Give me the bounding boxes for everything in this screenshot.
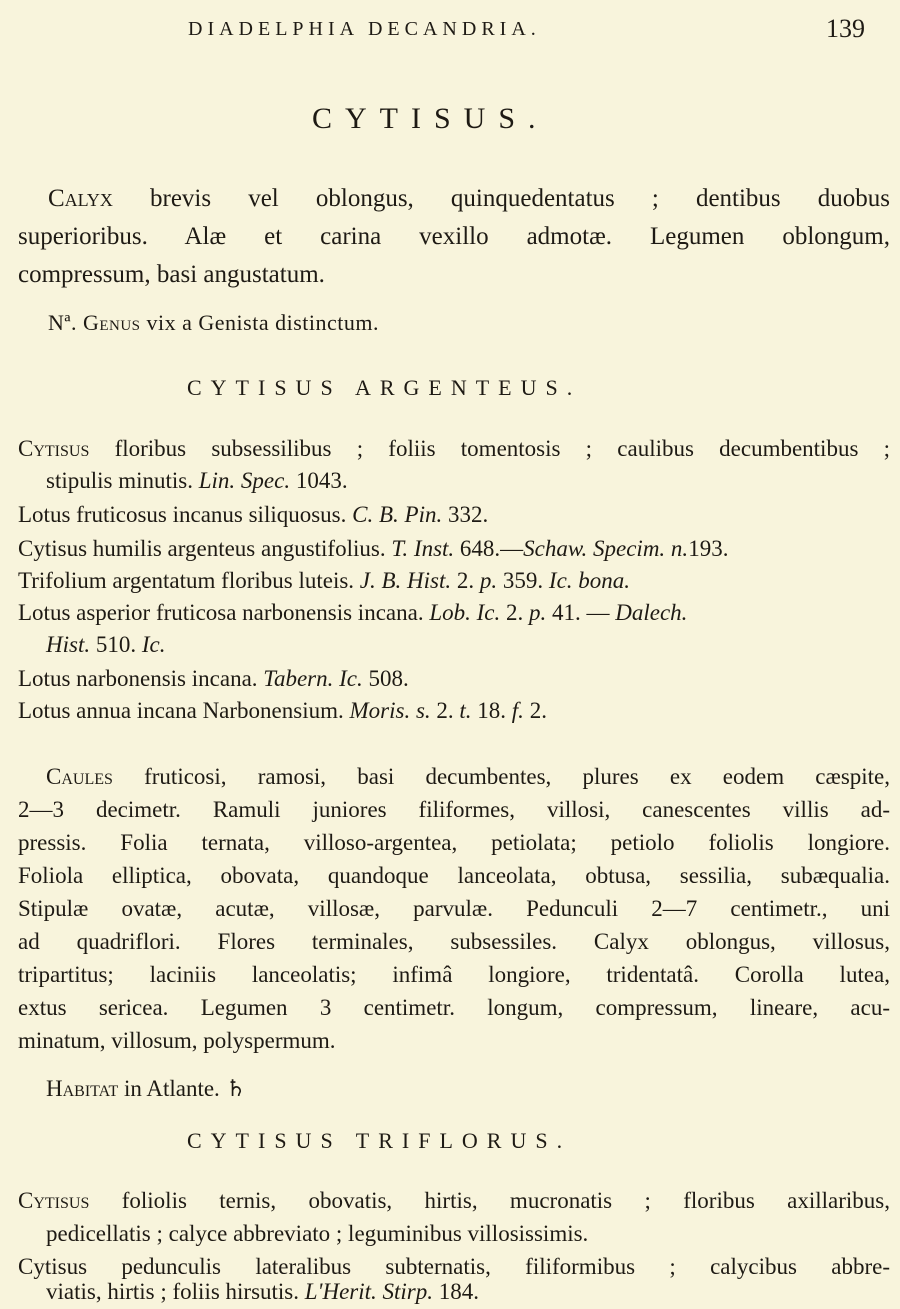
note-mark: Nª.: [48, 310, 77, 335]
citation: J. B. Hist.: [359, 568, 452, 593]
synonym-line-cont: [46, 466, 348, 496]
description-line: extus sericea. Legumen 3 centimetr. longum, compressum, lineare, acu-: [18, 995, 890, 1020]
citation-number: 1043.: [295, 468, 348, 493]
citation: Tabern. Ic.: [263, 666, 363, 691]
synonym-line-cont: [46, 1277, 479, 1307]
description-line: Foliola elliptica, obovata, quandoque lanceolata, obtusa, sessilia, subæqualia.: [18, 863, 890, 888]
description-line: pressis. Folia ternata, villoso-argentea, petiolata; petiolo foliolis longiore.: [18, 830, 890, 855]
synonym-line: [18, 598, 687, 628]
synonym-text: Lotus narbonensis incana.: [18, 666, 258, 691]
shrub-symbol-icon: ♄: [225, 1076, 247, 1101]
synonym-text: Trifolium argentatum floribus luteis.: [18, 568, 355, 593]
synonym-lead: Cytisus: [18, 1188, 90, 1213]
synonym-text: Lotus fruticosus incanus siliquosus.: [18, 502, 347, 527]
synonym-text: foliolis ternis, obovatis, hirtis, mucronatis ; floribus axillaribus,: [121, 1188, 891, 1213]
citation: Lob. Ic.: [429, 600, 501, 625]
habitat-text: in Atlante.: [123, 1076, 220, 1101]
running-head: DIADELPHIA DECANDRIA.: [188, 18, 541, 40]
citation-number: 510.: [95, 632, 137, 657]
synonym-lead: Cytisus: [18, 436, 90, 461]
note-lead: Genus: [82, 310, 141, 335]
citation: C. B. Pin.: [352, 502, 443, 527]
synonym-line: [18, 1186, 890, 1216]
citation-number: 332.: [447, 502, 489, 527]
citation-number: 2.: [456, 568, 475, 593]
citation: Ic.: [141, 632, 166, 657]
genus-description-text: brevis vel oblongus, quinquedentatus ; dentibus duobus: [150, 185, 891, 212]
description-line: ad quadriflori. Flores terminales, subsessiles. Calyx oblongus, villosus,: [18, 929, 890, 954]
description-lead: Caules: [46, 764, 113, 789]
synonym-line: [18, 434, 890, 464]
citation-number: 18.: [477, 698, 507, 723]
citation: Moris. s.: [349, 698, 431, 723]
description-text: fruticosi, ramosi, basi decumbentes, plures ex eodem cæspite,: [144, 764, 891, 789]
citation-number: 648.—: [459, 536, 524, 561]
citation: t.: [459, 698, 472, 723]
genus-title: CYTISUS.: [312, 102, 549, 135]
synonym-text: viatis, hirtis ; foliis hirsutis.: [46, 1279, 300, 1304]
citation: p.: [529, 600, 547, 625]
synonym-line: Cytisus pedunculis lateralibus subternatis, filiformibus ; calycibus abbre-: [18, 1254, 890, 1279]
synonym-text: Cytisus humilis argenteus angustifolius.: [18, 536, 386, 561]
genus-description-line: compressum, basi angustatum.: [18, 261, 325, 288]
habitat: [46, 1074, 246, 1104]
note-text: vix a Genista distinctum.: [146, 310, 379, 335]
synonym-line-cont: [46, 630, 165, 660]
citation-number: 2.: [436, 698, 454, 723]
synonym-line: [18, 500, 488, 530]
synonym-line: [18, 566, 630, 596]
synonym-text: stipulis minutis.: [46, 468, 193, 493]
synonym-line: [18, 696, 547, 726]
description-line: tripartitus; laciniis lanceolatis; infimâ longiore, tridentatâ. Corolla lutea,: [18, 962, 890, 987]
citation-number: 184.: [438, 1279, 480, 1304]
citation-number: 193.: [688, 536, 729, 561]
citation: Lin. Spec.: [198, 468, 291, 493]
synonym-line-cont: pedicellatis ; calyce abbreviato ; leguminibus villosissimis.: [46, 1221, 589, 1246]
synonym-line: [18, 664, 409, 694]
citation: Dalech.: [615, 600, 688, 625]
citation-number: 359.: [502, 568, 544, 593]
synonym-text: floribus subsessilibus ; foliis tomentosis ; caulibus decumbentibus ;: [114, 436, 890, 461]
species-title: CYTISUS ARGENTEUS.: [187, 375, 582, 400]
citation: Schaw. Specim. n.: [523, 536, 689, 561]
page-number: 139: [826, 14, 865, 43]
citation-number: 41. —: [552, 600, 610, 625]
citation: Hist.: [46, 632, 91, 657]
synonym-text: Lotus annua incana Narbonensium.: [18, 698, 344, 723]
citation: Ic. bona.: [548, 568, 631, 593]
genus-description-lead: Calyx: [48, 185, 113, 212]
citation: L'Herit. Stirp.: [304, 1279, 434, 1304]
genus-description-line: [48, 184, 890, 214]
citation: f.: [511, 698, 524, 723]
description-line: minatum, villosum, polyspermum.: [18, 1028, 336, 1053]
description-line: 2—3 decimetr. Ramuli juniores filiformes, villosi, canescentes villis ad-: [18, 797, 890, 822]
habitat-lead: Habitat: [46, 1076, 119, 1101]
citation-number: 2.: [506, 600, 524, 625]
genus-description-line: superioribus. Alæ et carina vexillo admotæ. Legumen oblongum,: [18, 223, 890, 250]
species-title: CYTISUS TRIFLORUS.: [187, 1128, 572, 1153]
description-line: [46, 762, 890, 792]
genus-note: [48, 308, 379, 338]
citation: p.: [479, 568, 498, 593]
description-line: Stipulæ ovatæ, acutæ, villosæ, parvulæ. Pedunculi 2—7 centimetr., uni: [18, 896, 890, 921]
citation-number: 2.: [529, 698, 547, 723]
synonym-line: [18, 534, 728, 564]
citation-number: 508.: [368, 666, 409, 691]
synonym-text: Lotus asperior fruticosa narbonensis incana.: [18, 600, 424, 625]
citation: T. Inst.: [391, 536, 455, 561]
